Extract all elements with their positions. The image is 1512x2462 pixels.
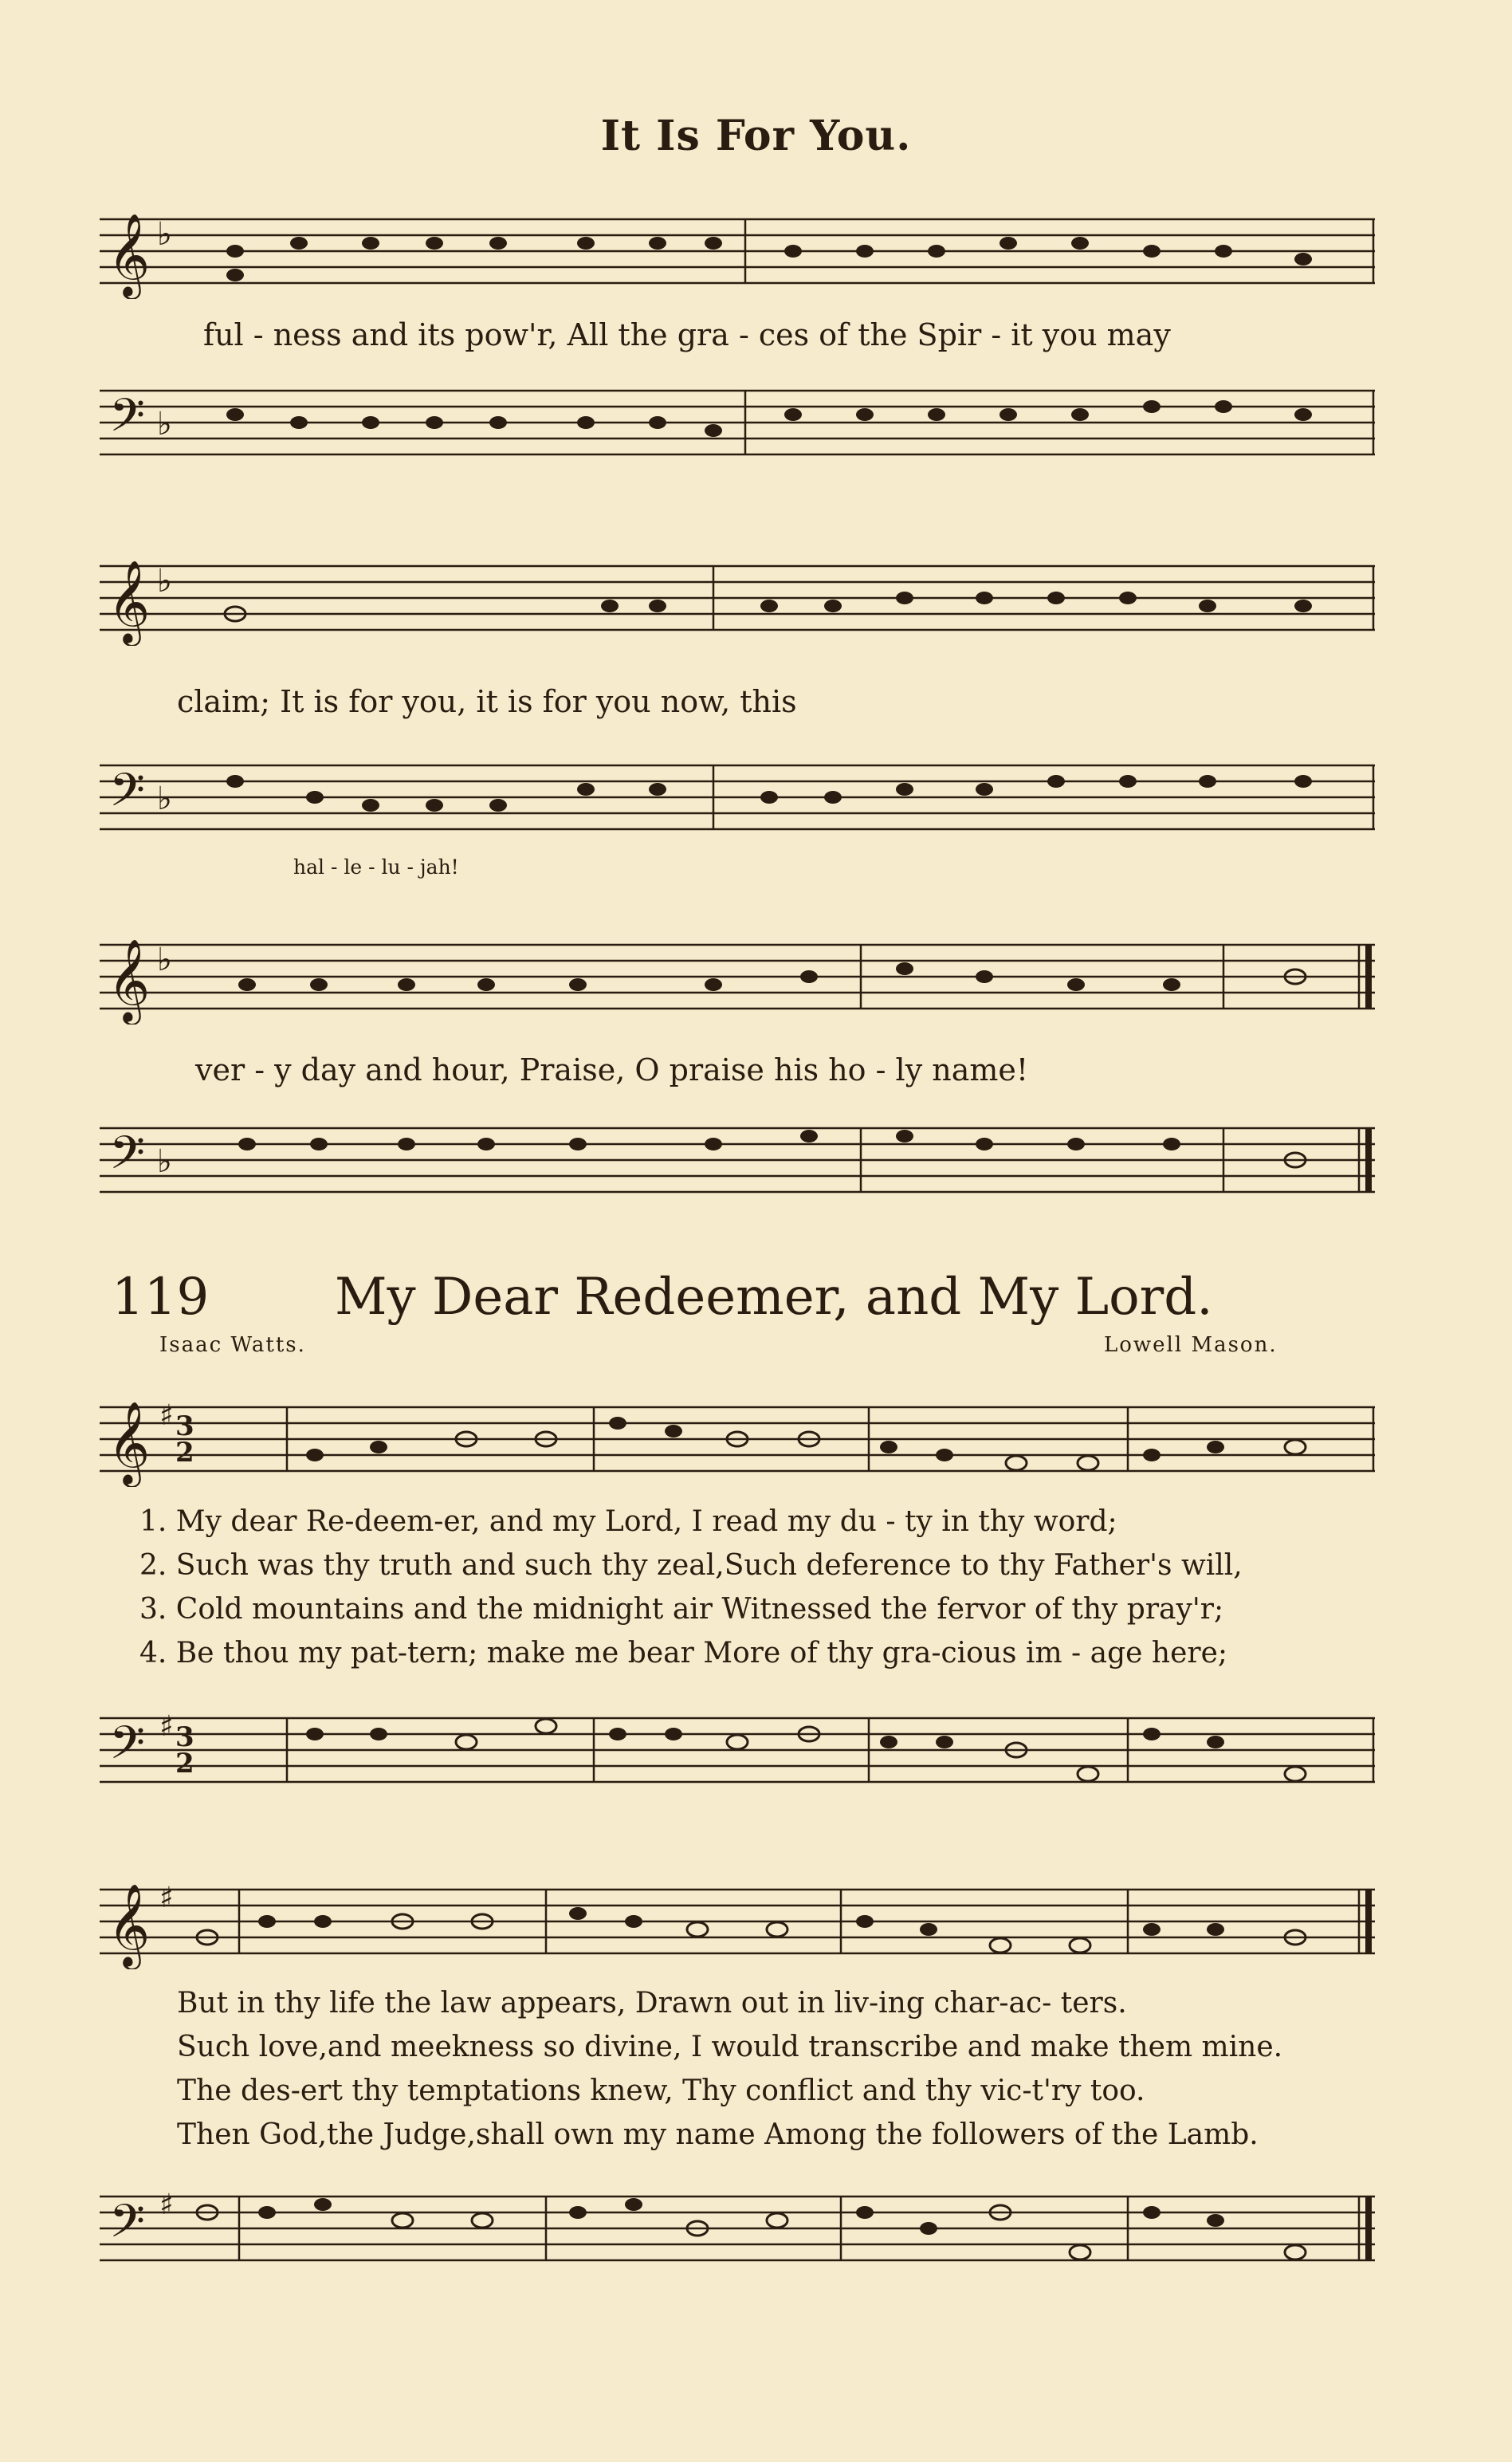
verse-line-2: 2. Such was thy truth and such thy zeal,Such deference to thy Father's will, <box>139 1549 1243 1582</box>
bass-staff <box>100 375 1375 470</box>
verse-cont-4: Then God,the Judge,shall own my name Among the followers of the Lamb. <box>177 2118 1259 2151</box>
svg-text:𝄞: 𝄞 <box>108 560 151 643</box>
verse-cont-3: The des-ert thy temptations knew, Thy conflict and thy vic-t'ry too. <box>177 2075 1145 2107</box>
treble-staff <box>100 1874 1375 1969</box>
svg-text:2: 2 <box>175 1437 194 1469</box>
svg-text:3: 3 <box>175 1410 194 1442</box>
hymn-number: 119 <box>112 1268 210 1327</box>
bass-staff <box>100 1112 1375 1208</box>
svg-text:𝄞: 𝄞 <box>108 1883 151 1967</box>
svg-text:♯: ♯ <box>159 1710 174 1743</box>
verse-line-1: 1. My dear Re-deem-er, and my Lord, I read my du - ty in thy word; <box>139 1505 1117 1538</box>
svg-text:♭: ♭ <box>157 406 172 442</box>
svg-text:2: 2 <box>175 1748 194 1780</box>
hymn-title: My Dear Redeemer, and My Lord. <box>335 1268 1213 1327</box>
bass-staff <box>100 1702 1375 1798</box>
svg-text:♯: ♯ <box>159 1882 174 1914</box>
bass-lyric: hal - le - lu - jah! <box>293 855 459 879</box>
svg-text:♭: ♭ <box>157 942 172 978</box>
svg-text:𝄢: 𝄢 <box>109 763 146 828</box>
svg-text:𝄢: 𝄢 <box>109 388 146 454</box>
author-credit: Isaac Watts. <box>159 1333 306 1357</box>
composer-credit: Lowell Mason. <box>1104 1333 1278 1357</box>
svg-text:𝄞: 𝄞 <box>108 213 151 297</box>
lyric-line-3: ver - y day and hour, Praise, O praise his ho - ly name! <box>195 1052 1029 1087</box>
svg-text:♯: ♯ <box>159 2189 174 2221</box>
verse-cont-1: But in thy life the law appears, Drawn out in liv-ing char-ac- ters. <box>177 1987 1127 2020</box>
svg-text:♯: ♯ <box>159 1399 174 1432</box>
treble-staff <box>100 929 1375 1025</box>
svg-text:♭: ♭ <box>157 563 172 600</box>
treble-staff <box>100 550 1375 646</box>
svg-text:𝄞: 𝄞 <box>108 938 151 1022</box>
svg-text:♭: ♭ <box>157 216 172 253</box>
svg-text:♭: ♭ <box>157 781 172 817</box>
bass-staff <box>100 2181 1375 2276</box>
treble-staff <box>100 203 1375 299</box>
svg-text:𝄢: 𝄢 <box>109 1716 146 1781</box>
bass-staff <box>100 749 1375 845</box>
svg-text:𝄢: 𝄢 <box>109 2194 146 2259</box>
lyric-line-1: ful - ness and its pow'r, All the gra - ces of the Spir - it you may <box>203 317 1171 352</box>
lyric-line-2: claim; It is for you, it is for you now, this <box>177 684 797 719</box>
verse-line-3: 3. Cold mountains and the midnight air Witnessed the fervor of thy pray'r; <box>139 1593 1224 1626</box>
svg-text:3: 3 <box>175 1721 194 1753</box>
verse-cont-2: Such love,and meekness so divine, I would transcribe and make them mine. <box>177 2031 1283 2063</box>
svg-text:♭: ♭ <box>157 1143 172 1180</box>
treble-staff <box>100 1391 1375 1487</box>
song-title: It Is For You. <box>600 112 912 160</box>
verse-line-4: 4. Be thou my pat-tern; make me bear More of thy gra-cious im - age here; <box>139 1637 1228 1670</box>
svg-text:𝄞: 𝄞 <box>108 1401 151 1485</box>
svg-text:𝄢: 𝄢 <box>109 1126 146 1191</box>
